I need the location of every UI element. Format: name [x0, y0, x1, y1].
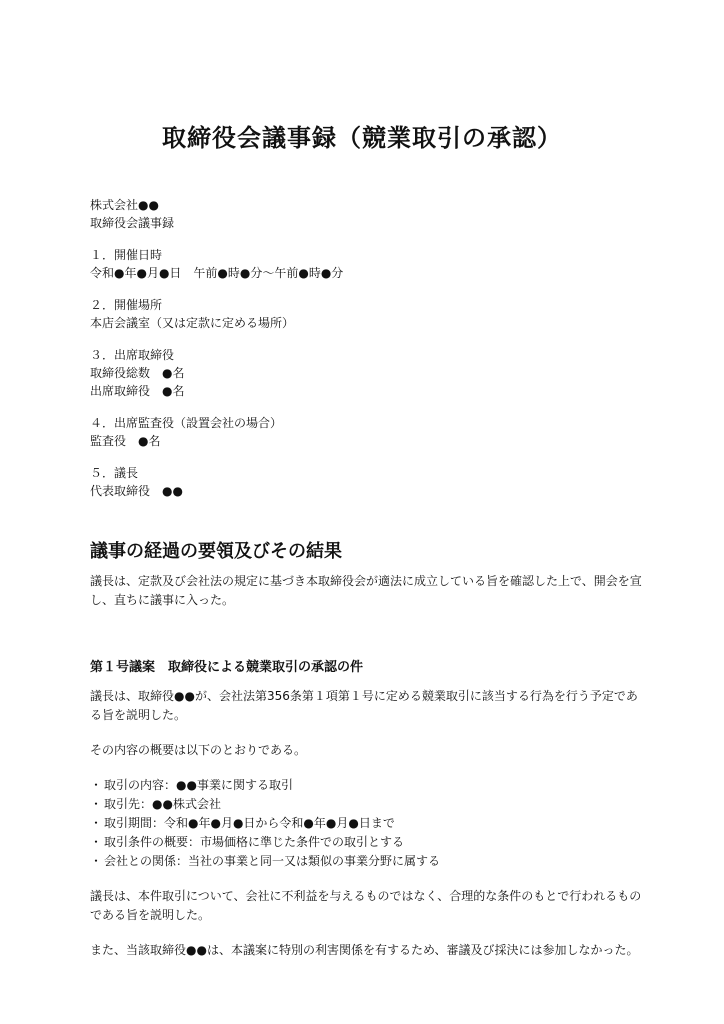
list-item	[90, 814, 642, 833]
info-item-directors	[90, 346, 343, 400]
list-item-text: 取引期間：令和●年●月●日から令和●年●月●日まで	[104, 816, 395, 830]
transaction-details-list	[90, 776, 642, 871]
agenda-heading: 第１号議案 取締役による競業取引の承認の件	[90, 660, 364, 675]
info-item-value: 監査役 ●名	[90, 434, 161, 448]
bullet-mark: ・	[90, 854, 103, 868]
info-item-place	[90, 296, 343, 332]
info-item-label: ４．出席監査役（設置会社の場合）	[90, 416, 283, 430]
document-title: 取締役会議事録（競業取引の承認）	[162, 124, 562, 152]
info-item-value: 本店会議室（又は定款に定める場所）	[90, 316, 295, 330]
info-item-label: １．開催日時	[90, 248, 163, 262]
section-heading: 議事の経過の要領及びその結果	[90, 541, 342, 562]
list-item-text: 取引の内容：●●事業に関する取引	[104, 778, 293, 792]
info-item-value: 令和●年●月●日 午前●時●分～午前●時●分	[90, 266, 344, 280]
info-item-label: ２．開催場所	[90, 298, 163, 312]
company-name: 株式会社●●	[90, 198, 159, 212]
bullet-mark: ・	[90, 835, 103, 849]
info-item-auditors	[90, 414, 343, 450]
list-item	[90, 795, 642, 814]
meeting-info	[90, 196, 343, 500]
agenda-paragraph: 議長は、本件取引について、会社に不利益を与えるものではなく、合理的な条件のもとで行われるものである旨を説明した。	[90, 889, 642, 922]
list-item	[90, 776, 642, 795]
info-item-value: 出席取締役 ●名	[90, 384, 185, 398]
bullet-mark: ・	[90, 816, 103, 830]
list-item-text: 取引条件の概要：市場価格に準じた条件での取引とする	[104, 835, 405, 849]
agenda-paragraph: 議長は、取締役●●が、会社法第356条第１項第１号に定める競業取引に該当する行為を行う予定である旨を説明した。	[90, 689, 638, 722]
info-item-label: ３．出席取締役	[90, 348, 175, 362]
list-item-text: 会社との関係：当社の事業と同一又は類似の事業分野に属する	[104, 854, 441, 868]
intro-paragraph: 議長は、定款及び会社法の規定に基づき本取締役会が適法に成立している旨を確認した上で、開会を宣し、直ちに議事に入った。	[90, 574, 642, 607]
info-item-value: 代表取締役 ●●	[90, 484, 183, 498]
list-item-text: 取引先：●●株式会社	[104, 797, 221, 811]
list-item	[90, 852, 642, 871]
agenda-paragraph: また、当該取締役●●は、本議案に特別の利害関係を有するため、審議及び採決には参加しなかった。	[90, 943, 639, 957]
list-item	[90, 833, 642, 852]
document-name: 取締役会議事録	[90, 216, 175, 230]
bullet-mark: ・	[90, 797, 103, 811]
info-item-value: 取締役総数 ●名	[90, 366, 185, 380]
agenda-paragraph: その内容の概要は以下のとおりである。	[90, 743, 307, 757]
info-item-label: ５．議長	[90, 466, 139, 480]
info-item-date	[90, 246, 343, 282]
bullet-mark: ・	[90, 778, 103, 792]
info-item-chair	[90, 464, 343, 500]
agenda-body	[90, 687, 642, 960]
